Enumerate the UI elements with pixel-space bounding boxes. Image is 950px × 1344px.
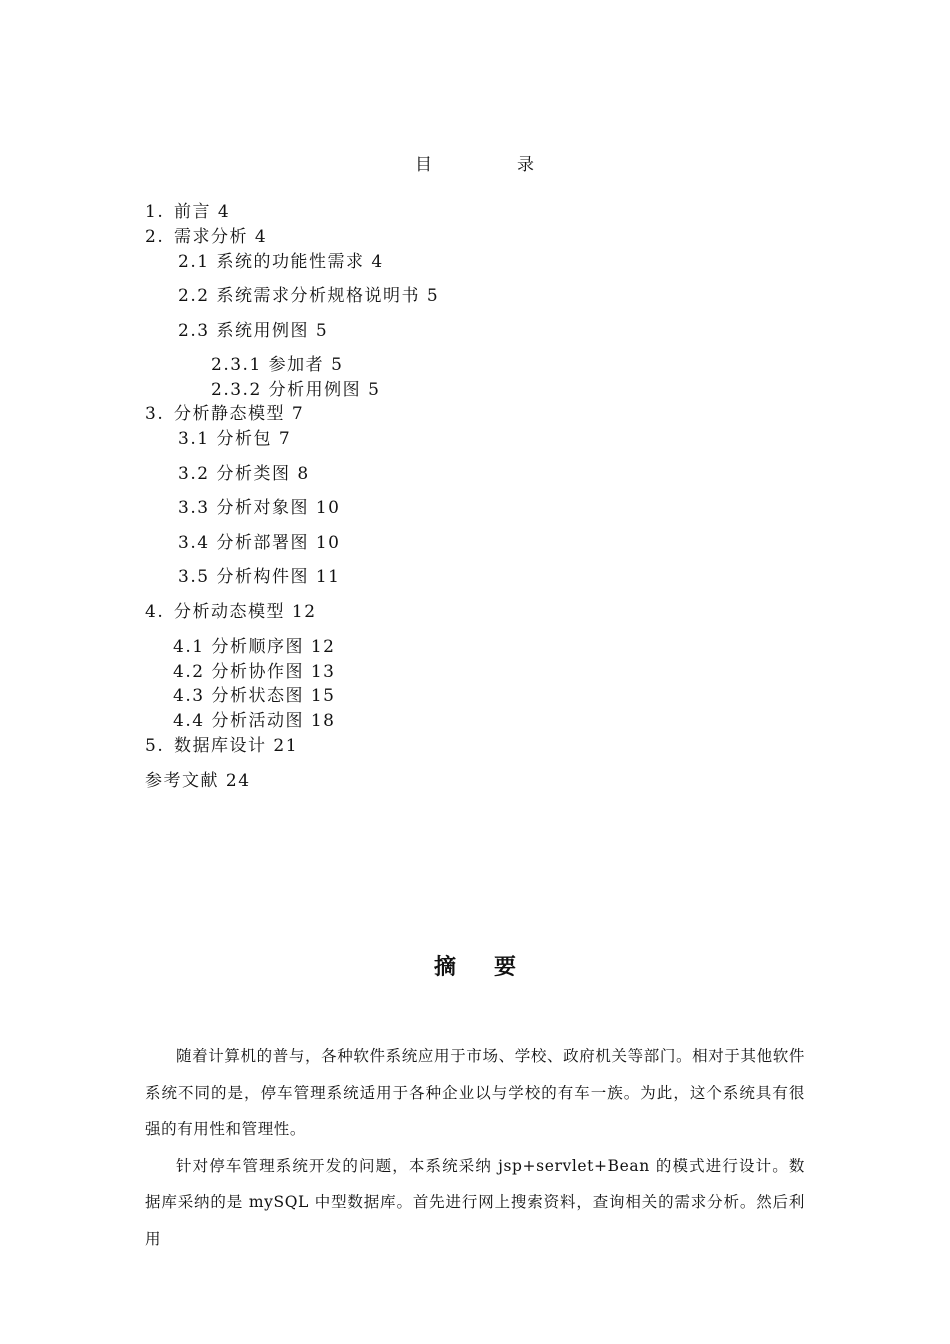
abstract-title	[0, 950, 950, 981]
abstract-title-left: 摘	[433, 954, 456, 980]
toc-entry[interactable]	[178, 497, 340, 519]
toc-entry-number: 5.	[145, 736, 165, 756]
toc-entry-text: 参考文献 24	[145, 771, 251, 791]
toc-entry-text: 4.4 分析活动图 18	[173, 711, 336, 731]
abstract-body	[145, 1038, 805, 1257]
toc-entry-text: 2.1 系统的功能性需求 4	[178, 252, 384, 272]
toc-entry[interactable]	[145, 201, 230, 223]
toc-entry-text: 分析动态模型 12	[174, 602, 317, 622]
toc-entry-text: 前言 4	[174, 202, 231, 222]
toc-entry[interactable]	[178, 566, 340, 588]
toc-entry-text: 2.3.1 参加者 5	[211, 355, 344, 375]
toc-entry[interactable]	[145, 226, 267, 248]
toc-entry-text: 需求分析 4	[174, 227, 268, 247]
toc-entry[interactable]	[173, 661, 335, 683]
toc-entry-text: 分析静态模型 7	[174, 404, 305, 424]
toc-entry-text: 2.3.2 分析用例图 5	[211, 380, 381, 400]
abstract-title-right: 要	[494, 954, 517, 980]
toc-entry[interactable]	[173, 636, 335, 658]
toc-entry[interactable]	[145, 403, 304, 425]
toc-title-right: 录	[517, 155, 535, 175]
toc-entry-text: 4.2 分析协作图 13	[173, 662, 336, 682]
toc-entry[interactable]	[178, 320, 328, 342]
toc-entry-number: 4.	[145, 602, 165, 622]
toc-entry-text: 2.2 系统需求分析规格说明书 5	[178, 286, 440, 306]
toc-entry[interactable]	[178, 428, 291, 450]
toc-entry[interactable]	[145, 601, 317, 623]
toc-entry-text: 2.3 系统用例图 5	[178, 321, 329, 341]
toc-entry[interactable]	[178, 532, 340, 554]
toc-entry[interactable]	[173, 685, 335, 707]
toc-entry-number: 3.	[145, 404, 165, 424]
toc-entry-text: 数据库设计 21	[174, 736, 299, 756]
toc-entry-text: 3.5 分析构件图 11	[178, 567, 341, 587]
abstract-paragraph: 针对停车管理系统开发的问题，本系统采纳 jsp+servlet+Bean 的模式进行设计。数据库采纳的是 mySQL 中型数据库。首先进行网上搜索资料，查询相关的需求分析。然后利用	[145, 1156, 805, 1248]
toc-entry[interactable]	[145, 735, 298, 757]
toc-entry[interactable]	[173, 710, 335, 732]
toc-entry-text: 3.3 分析对象图 10	[178, 498, 341, 518]
toc-entry[interactable]	[178, 251, 384, 273]
toc-entry-text: 4.1 分析顺序图 12	[173, 637, 336, 657]
toc-title-left: 目	[415, 155, 433, 175]
toc-entry[interactable]	[211, 379, 380, 401]
toc-entry-number: 1.	[145, 202, 165, 222]
abstract-paragraph: 随着计算机的普与，各种软件系统应用于市场、学校、政府机关等部门。相对于其他软件系统不同的是，停车管理系统适用于各种企业以与学校的有车一族。为此，这个系统具有很强的有用性和管理性。	[145, 1047, 805, 1138]
toc-entry-text: 4.3 分析状态图 15	[173, 686, 336, 706]
toc-entry-text: 3.2 分析类图 8	[178, 464, 310, 484]
toc-entry-text: 3.4 分析部署图 10	[178, 533, 341, 553]
toc-entry[interactable]	[211, 354, 343, 376]
toc-title	[0, 150, 950, 175]
toc-entry-number: 2.	[145, 227, 165, 247]
toc-entry[interactable]	[145, 770, 251, 792]
toc-entry-text: 3.1 分析包 7	[178, 429, 292, 449]
toc-entry[interactable]	[178, 285, 439, 307]
toc-entry[interactable]	[178, 463, 310, 485]
